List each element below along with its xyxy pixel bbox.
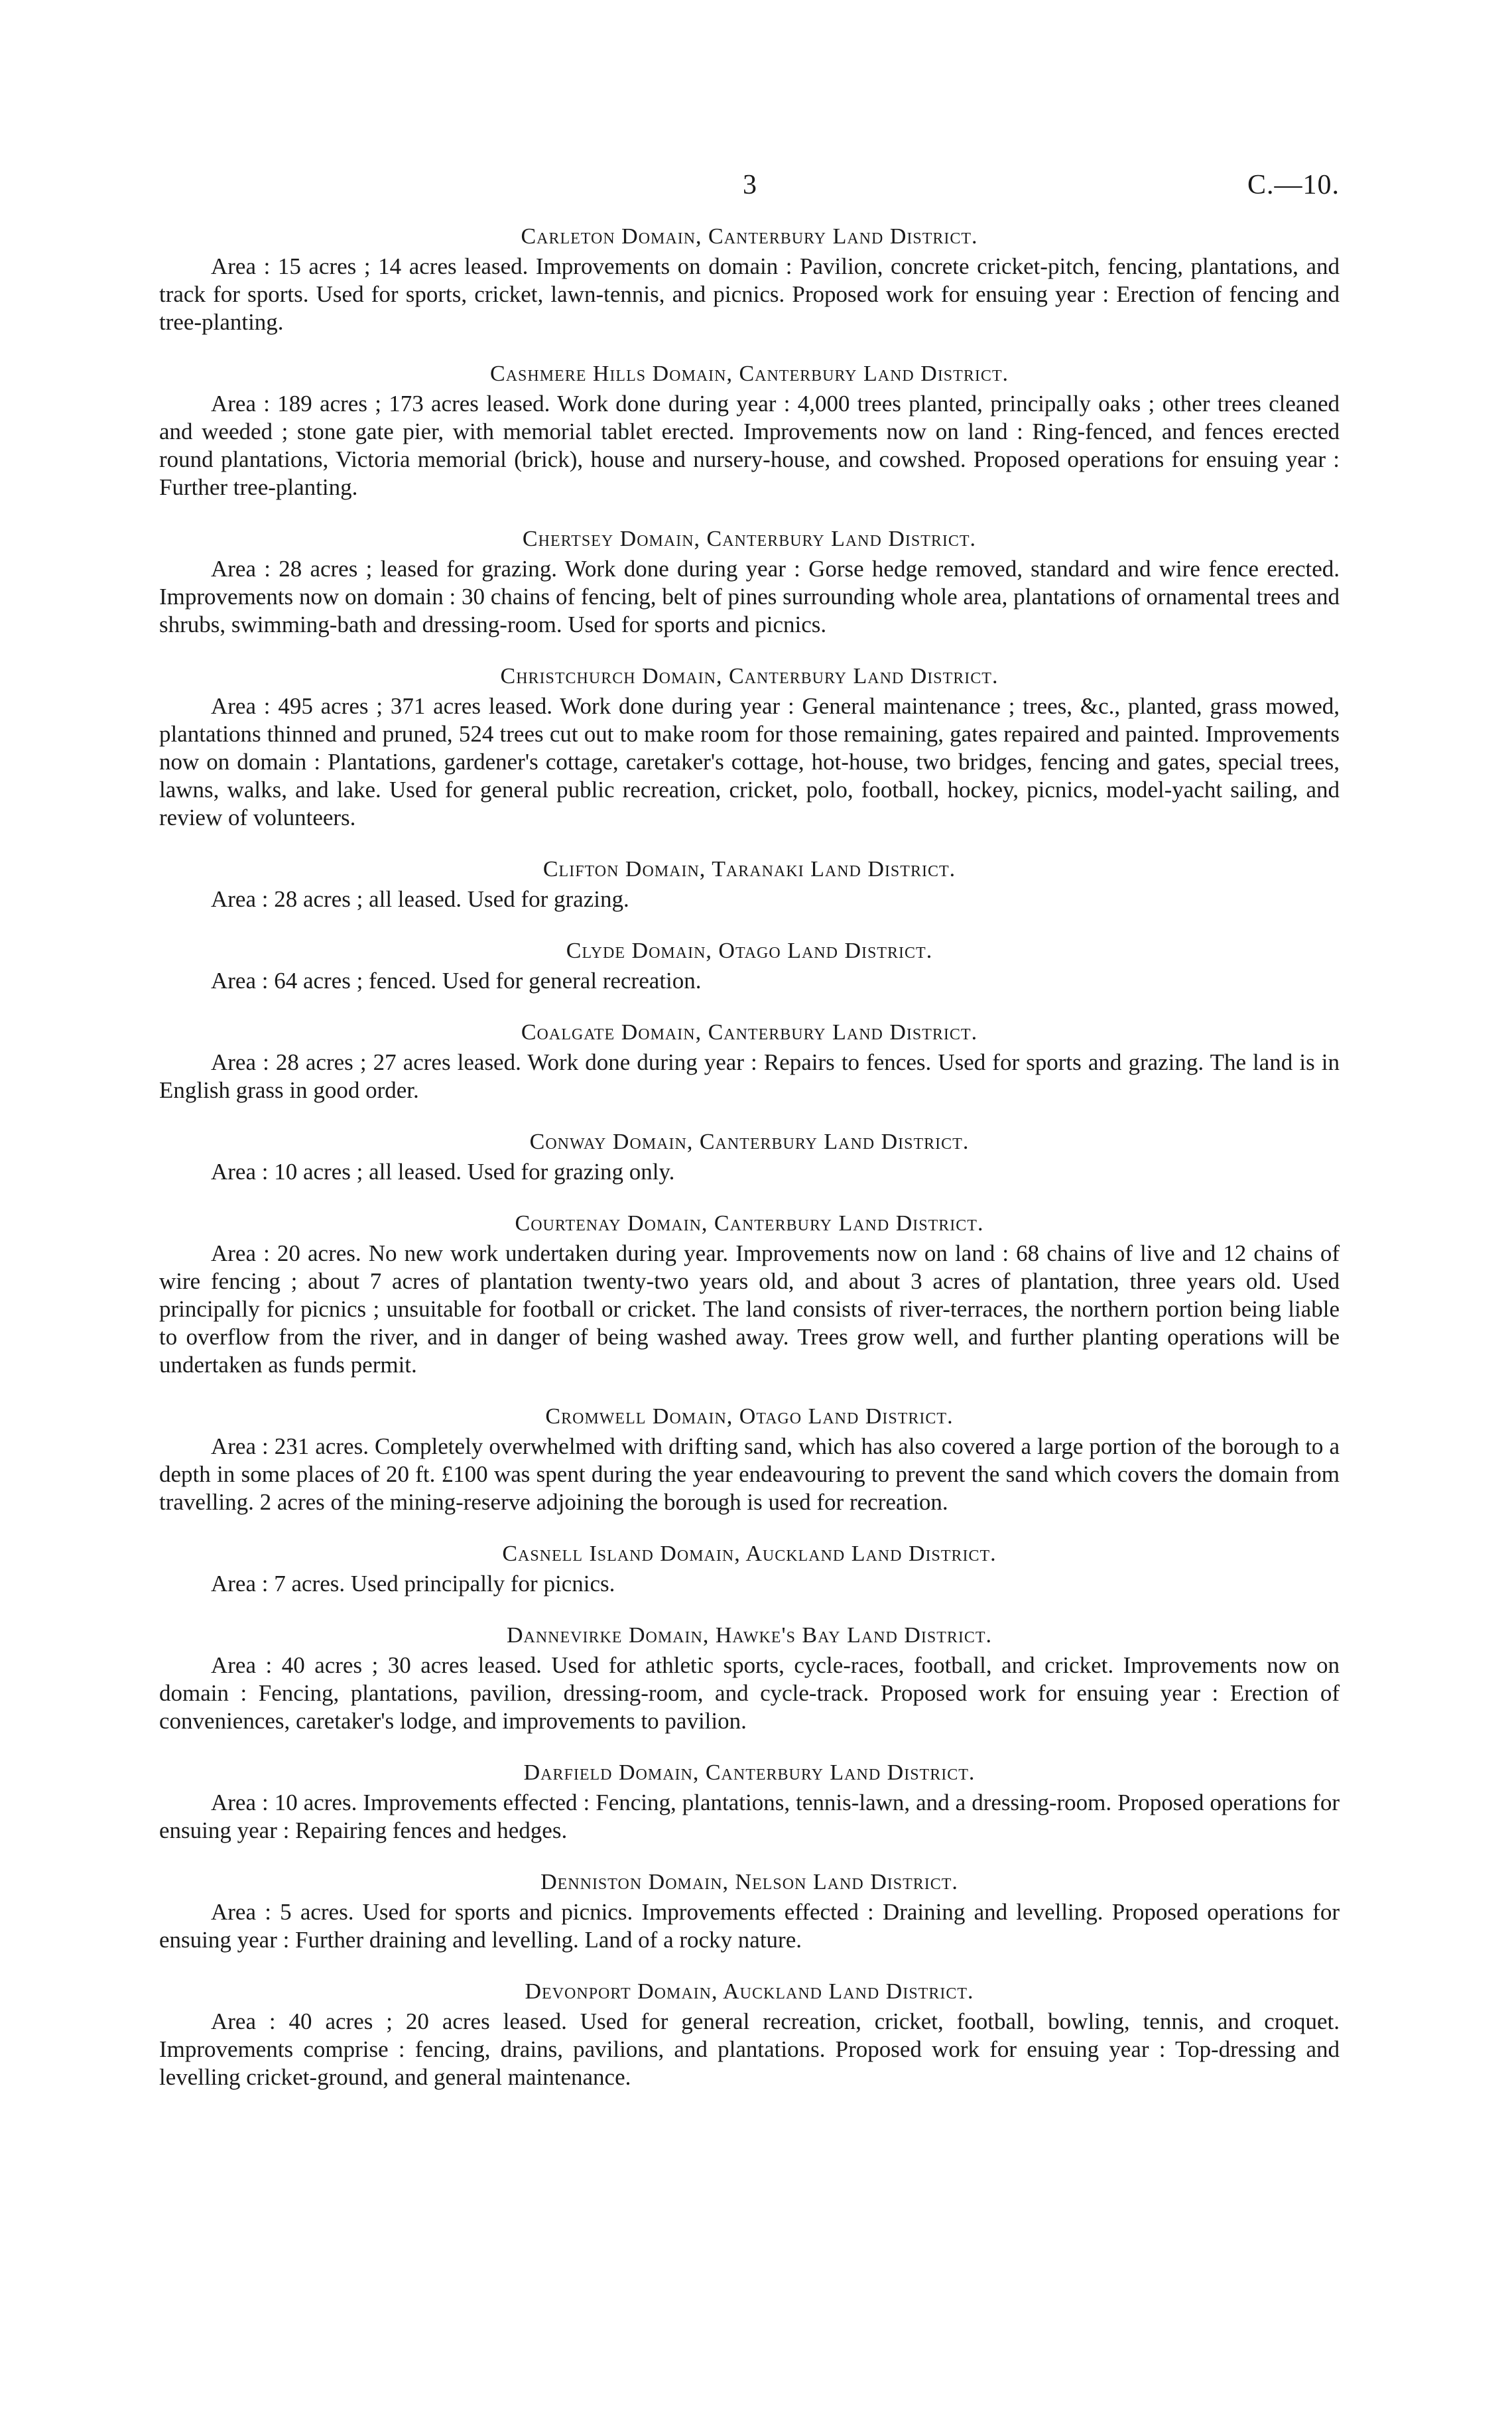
entry-title: Christchurch Domain, Canterbury Land District.	[500, 664, 999, 688]
entry-title: Conway Domain, Canterbury Land District.	[529, 1130, 970, 1154]
entry-denniston	[159, 1868, 1340, 1954]
entry-body: Area : 10 acres ; all leased. Used for grazing only.	[211, 1159, 675, 1185]
entry-title: Courtenay Domain, Canterbury Land District.	[515, 1211, 984, 1236]
entry-body: Area : 15 acres ; 14 acres leased. Improvements on domain : Pavilion, concrete cricket-pitch, fencing, plantations, and track for sports. Used for sports, cricket, lawn-tennis, and picnics. Proposed work for ensuing year : Erection of fencing and tree-planting.	[159, 253, 1340, 335]
entry-dannevirke	[159, 1621, 1340, 1735]
entry-title: Coalgate Domain, Canterbury Land District.	[521, 1020, 978, 1045]
entry-body: Area : 495 acres ; 371 acres leased. Work done during year : General maintenance ; trees, &c., planted, grass mowed, plantations thinned and pruned, 524 trees cut out to make room for those remaining, gates repaired and painted. Improvements now on domain : Plantations, gardener's cottage, caretaker's cottage, hot-house, two bridges, fencing and gates, special trees, lawns, walks, and lake. Used for general public recreation, cricket, polo, football, hockey, picnics, model-yacht sailing, and review of volunteers.	[159, 693, 1340, 830]
entry-title: Devonport Domain, Auckland Land District.	[525, 1979, 974, 2004]
document-page	[159, 169, 1340, 2115]
entry-body: Area : 20 acres. No new work undertaken during year. Improvements now on land : 68 chains of live and 12 chains of wire fencing ; about 7 acres of plantation twenty-two years old, and about 3 acres of plantation, three years old. Used principally for picnics ; unsuitable for football or cricket. The land consists of river-terraces, the northern portion being liable to overflow from the river, and in danger of being washed away. Trees grow well, and further planting operations will be undertaken as funds permit.	[159, 1240, 1340, 1378]
entry-body: Area : 40 acres ; 20 acres leased. Used for general recreation, cricket, football, bowling, tennis, and croquet. Improvements comprise : fencing, drains, pavilions, and plantations. Proposed work for ensuing year : Top-dressing and levelling cricket-ground, and general maintenance.	[159, 2008, 1340, 2090]
entry-coalgate	[159, 1018, 1340, 1104]
entry-body: Area : 64 acres ; fenced. Used for general recreation.	[211, 968, 702, 994]
entry-title: Casnell Island Domain, Auckland Land District.	[502, 1541, 997, 1566]
entry-carleton	[159, 222, 1340, 336]
entry-devonport	[159, 1977, 1340, 2091]
entry-christchurch	[159, 662, 1340, 832]
entry-title: Dannevirke Domain, Hawke's Bay Land District.	[506, 1623, 993, 1648]
entry-title: Cromwell Domain, Otago Land District.	[545, 1404, 954, 1429]
entry-body: Area : 28 acres ; leased for grazing. Work done during year : Gorse hedge removed, standard and wire fence erected. Improvements now on domain : 30 chains of fencing, belt of pines surrounding whole area, plantations of ornamental trees and shrubs, swimming-bath and dressing-room. Used for sports and picnics.	[159, 556, 1340, 637]
entry-title: Clifton Domain, Taranaki Land District.	[542, 857, 956, 882]
entry-title: Carleton Domain, Canterbury Land District.	[521, 224, 978, 249]
entry-body: Area : 189 acres ; 173 acres leased. Work done during year : 4,000 trees planted, principally oaks ; other trees cleaned and weeded ; stone gate pier, with memorial tablet erected. Improvements now on land : Ring-fenced, and fences erected round plantations, Victoria memorial (brick), house and nursery-house, and cowshed. Proposed operations for ensuing year : Further tree-planting.	[159, 391, 1340, 500]
entry-title: Clyde Domain, Otago Land District.	[566, 939, 933, 963]
entry-body: Area : 10 acres. Improvements effected : Fencing, plantations, tennis-lawn, and a dressing-room. Proposed operations for ensuing year : Repairing fences and hedges.	[159, 1790, 1340, 1843]
entry-body: Area : 28 acres ; 27 acres leased. Work done during year : Repairs to fences. Used for sports and grazing. The land is in English grass in good order.	[159, 1049, 1340, 1103]
entry-cromwell	[159, 1402, 1340, 1516]
entry-title: Darfield Domain, Canterbury Land District.	[523, 1760, 976, 1785]
entry-chertsey	[159, 525, 1340, 639]
page-number: 3	[743, 170, 757, 200]
entry-body: Area : 231 acres. Completely overwhelmed with drifting sand, which has also covered a large portion of the borough to a depth in some places of 20 ft. £100 was spent during the year endeavouring to prevent the sand which covers the domain from travelling. 2 acres of the mining-reserve adjoining the borough is used for recreation.	[159, 1433, 1340, 1515]
entry-title: Denniston Domain, Nelson Land District.	[540, 1870, 958, 1894]
entry-darfield	[159, 1758, 1340, 1845]
entry-clyde	[159, 937, 1340, 995]
entry-clifton	[159, 855, 1340, 913]
entry-body: Area : 5 acres. Used for sports and picnics. Improvements effected : Draining and levelling. Proposed operations for ensuing year : Further draining and levelling. Land of a rocky nature.	[159, 1899, 1340, 1953]
entry-body: Area : 28 acres ; all leased. Used for grazing.	[211, 886, 629, 912]
document-code: C.—10.	[1247, 170, 1340, 200]
entry-title: Cashmere Hills Domain, Canterbury Land District.	[490, 361, 1009, 386]
entry-conway	[159, 1128, 1340, 1186]
entry-title: Chertsey Domain, Canterbury Land District.	[522, 527, 977, 551]
entry-body: Area : 40 acres ; 30 acres leased. Used for athletic sports, cycle-races, football, and cricket. Improvements now on domain : Fencing, plantations, pavilion, dressing-room, and cycle-track. Proposed work for ensuing year : Erection of conveniences, caretaker's lodge, and improvements to pavilion.	[159, 1652, 1340, 1734]
page-header	[159, 169, 1340, 222]
entry-body: Area : 7 acres. Used principally for picnics.	[211, 1571, 615, 1597]
entry-casnell-island	[159, 1539, 1340, 1598]
entry-cashmere-hills	[159, 360, 1340, 501]
entry-courtenay	[159, 1209, 1340, 1379]
